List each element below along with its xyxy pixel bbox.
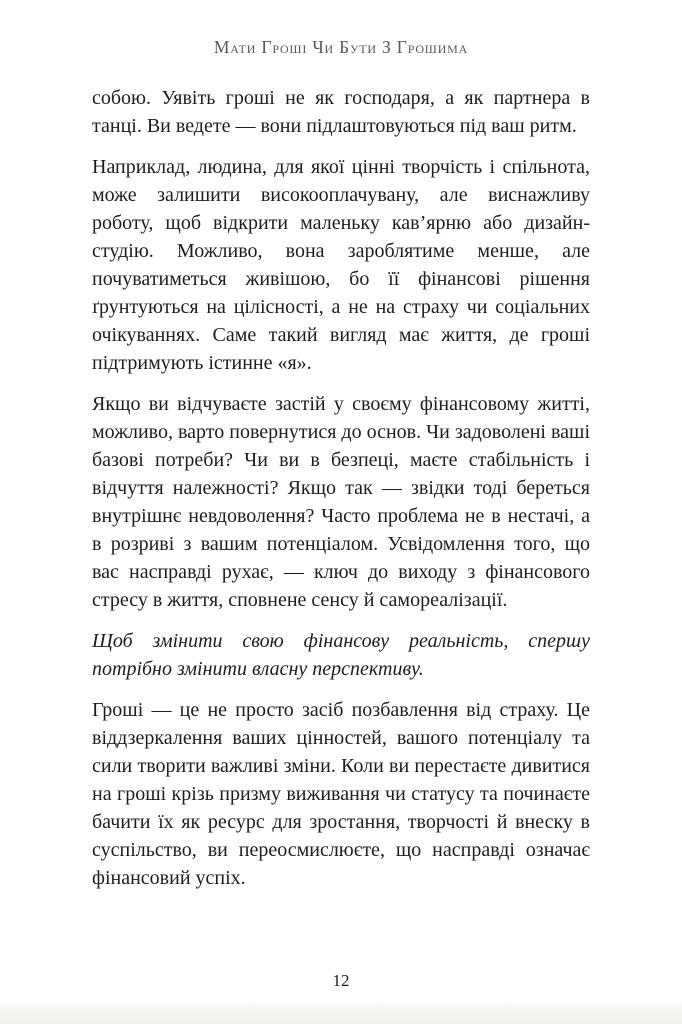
page-body — [92, 84, 590, 905]
paragraph: Наприклад, людина, для якої цінні творчість і спільнота, може залишити високооплачувану, але виснажливу роботу, щоб відкрити маленьку кав’ярню або дизайн-студію. Можливо, вона зароблятиме менше, але почуватиметься живішою, бо її фінансові рішення ґрунтуються на цілісності, а не на страху чи соціальних очікуваннях. Саме такий вигляд має життя, де гроші підтримують істинне «я». — [92, 156, 590, 374]
paragraph: Гроші — це не просто засіб позбавлення від страху. Це віддзеркалення ваших цінностей, вашого потенціалу та сили творити важливі зміни. Коли ви перестаєте дивитися на гроші крізь призму виживання чи статусу та починаєте бачити їх як ресурс для зростання, творчості й внеску в суспільство, ви переосмислюєте, що насправді означає фінансовий успіх. — [92, 699, 590, 889]
page-edge-shadow — [0, 1002, 682, 1024]
running-header: Мати Гроші Чи Бути З Грошима — [213, 37, 469, 57]
page-number: 12 — [332, 971, 350, 990]
paragraph-emphasis: Щоб змінити свою фінансову реальність, спершу потрібно змінити власну перспективу. — [92, 630, 590, 680]
paragraph: собою. Уявіть гроші не як господаря, а як партнера в танці. Ви ведете — вони підлаштовуються під ваш ритм. — [92, 87, 590, 137]
paragraph: Якщо ви відчуваєте застій у своєму фінансовому житті, можливо, варто повернутися до основ. Чи задоволені ваші базові потреби? Чи ви в безпеці, маєте стабільність і відчуття належності? Якщо так — звідки тоді береться внутрішнє невдоволення? Часто проблема не в нестачі, а в розриві з вашим потенціалом. Усвідомлення того, що вас насправді рухає, — ключ до виходу з фінансового стресу в життя, сповнене сенсу й самореалізації. — [92, 393, 590, 611]
